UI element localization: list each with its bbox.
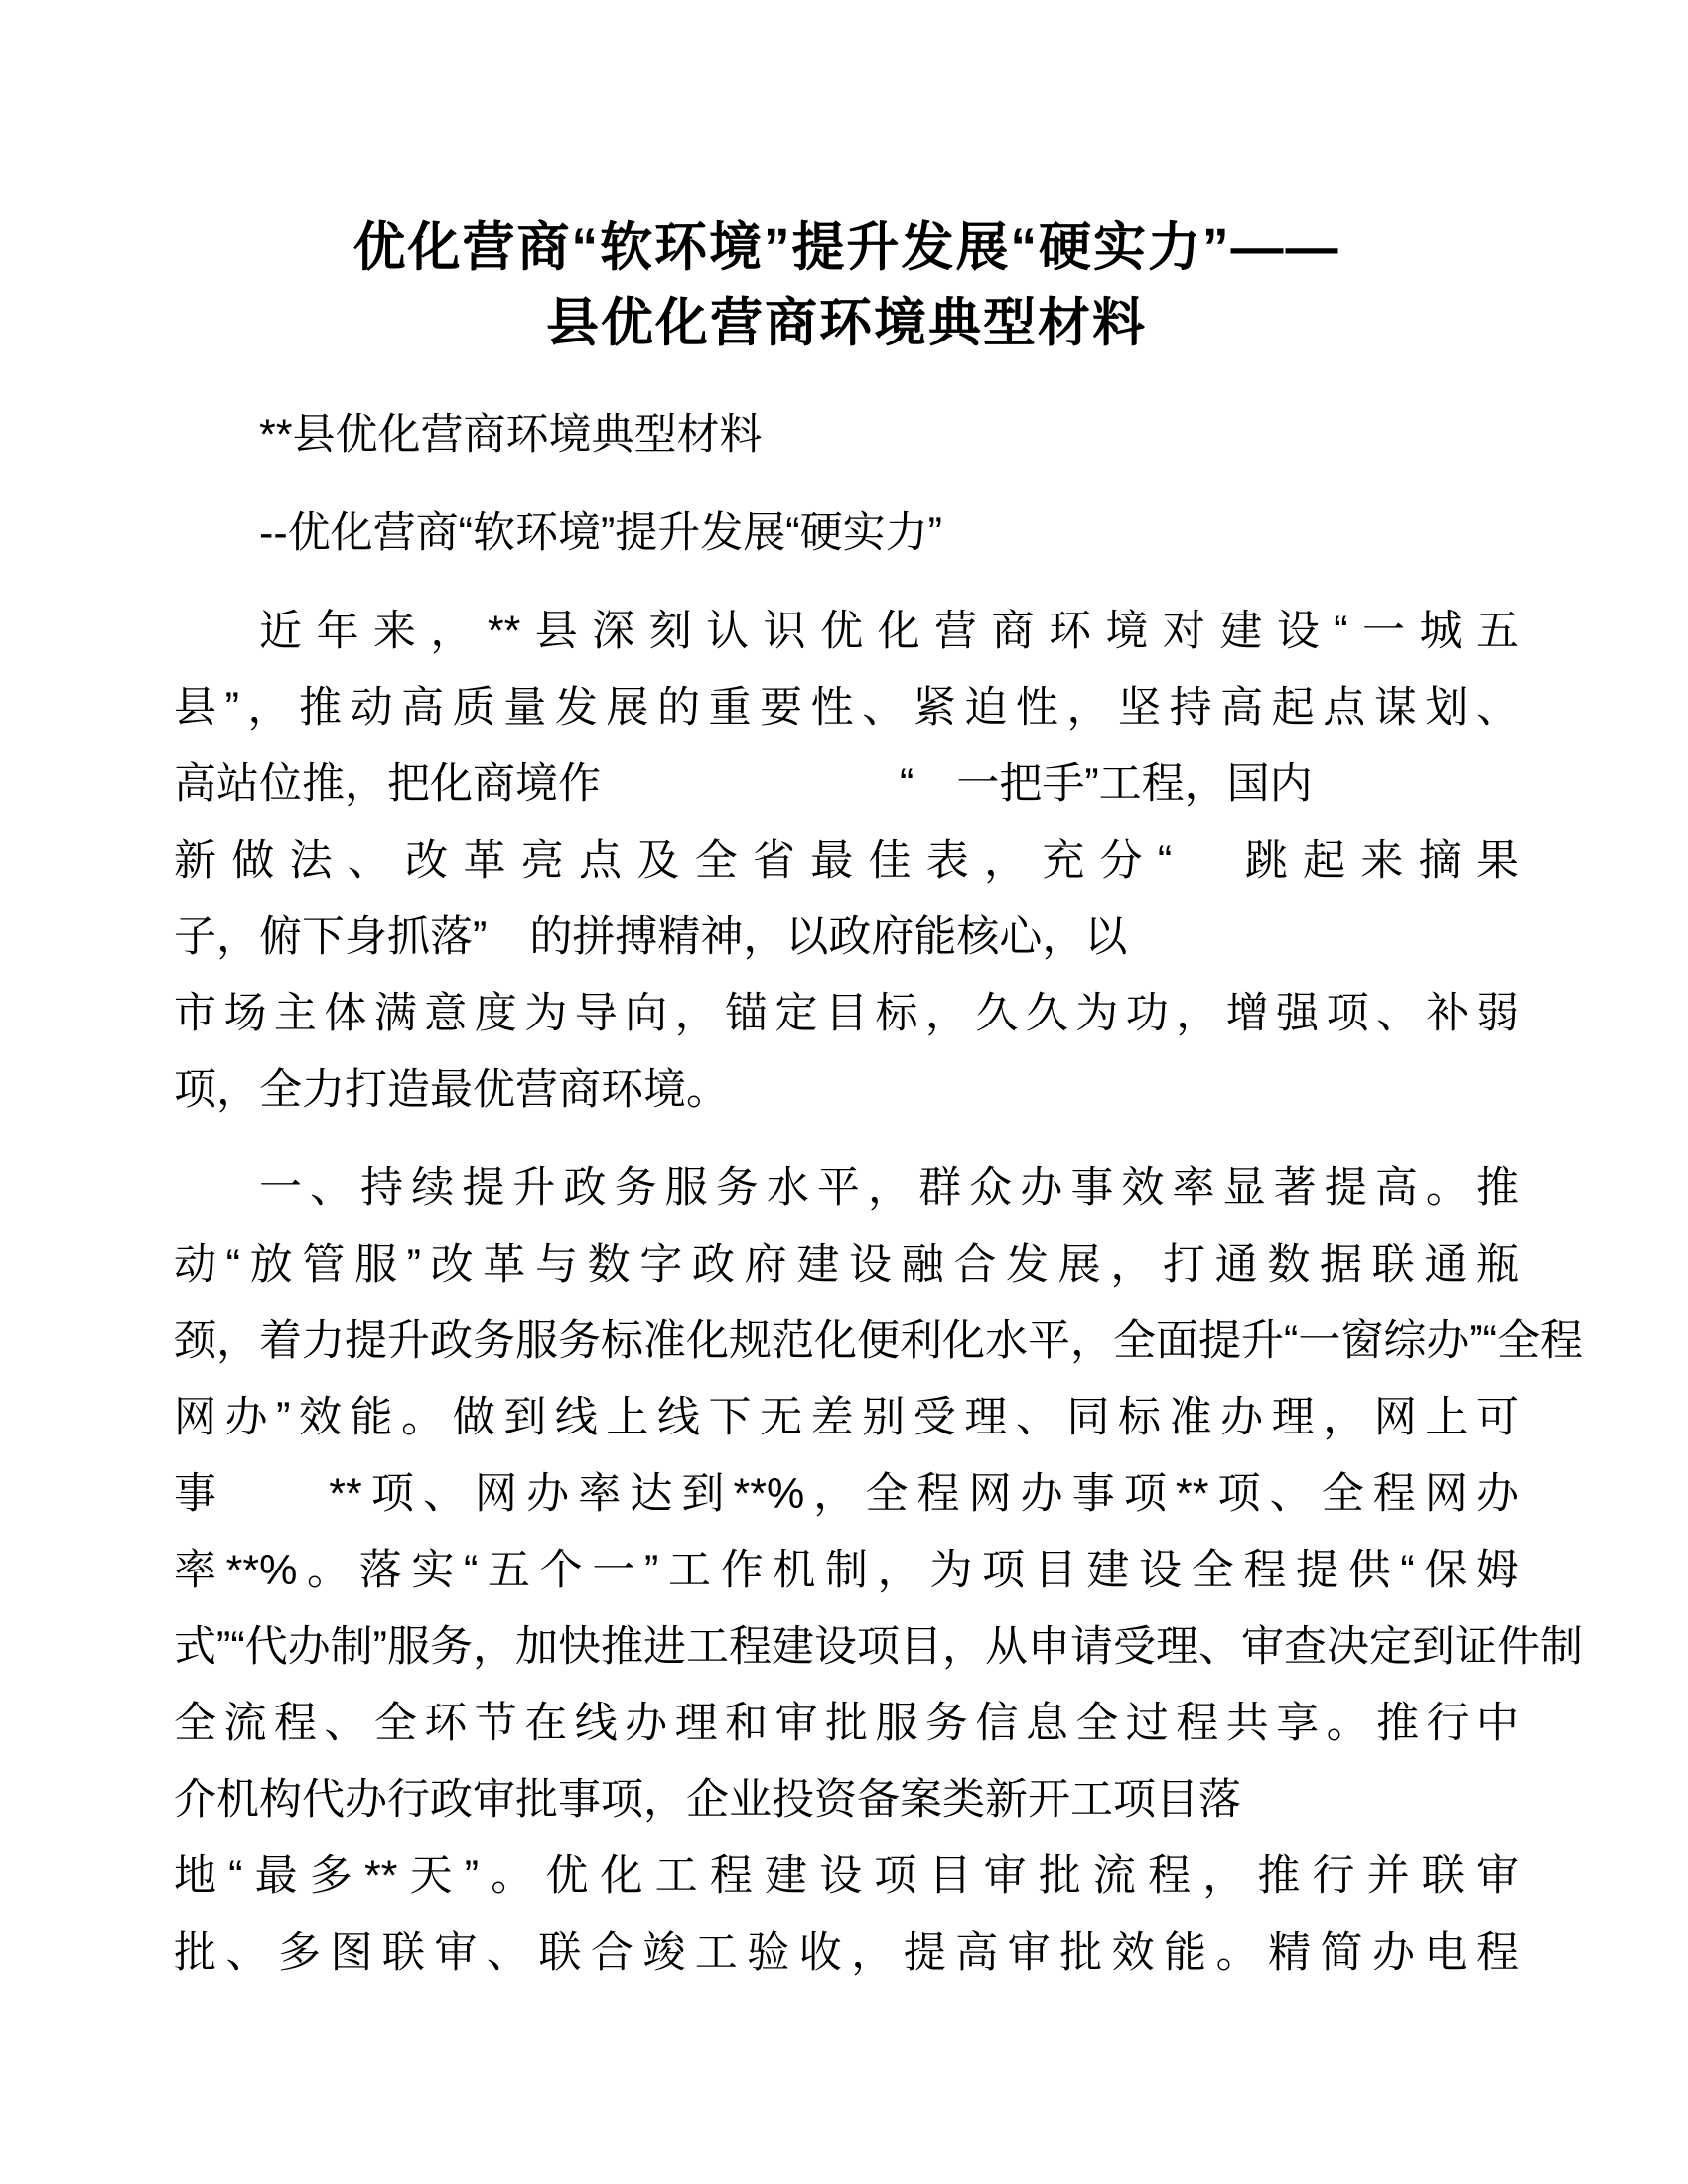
body-text-line: 颈，着力提升政务服务标准化规范化便利化水平，全面提升“一窗综办”“全程 bbox=[174, 1317, 1583, 1365]
body-text-line: 率**%。落实“五个一”工作机制，为项目建设全程提供“保姆 bbox=[174, 1547, 1519, 1594]
body-text-line: 网办”效能。做到线上线下无差别受理、同标准办理，网上可 bbox=[174, 1394, 1519, 1441]
body-text-line: 一、持续提升政务服务水平，群众办事效率显著提高。推 bbox=[259, 1164, 1519, 1212]
document-title bbox=[174, 210, 1519, 361]
body-text-line: 县”，推动高质量发展的重要性、紧迫性，坚持高起点谋划、 bbox=[174, 684, 1519, 732]
body-text-line: 子，俯下身抓落” 的拼搏精神，以政府能核心，以 bbox=[174, 913, 1128, 961]
body-text-line: 近年来，**县深刻认识优化营商环境对建设“一城五 bbox=[259, 608, 1519, 655]
document-title-line: 优化营商“软环境”提升发展“硬实力”—— bbox=[352, 218, 1340, 277]
document-content bbox=[174, 210, 1583, 1991]
document-title-line: 县优化营商环境典型材料 bbox=[546, 294, 1147, 352]
body-text-line: 高站位推，把化商境作 “ 一把手”工程，国内 bbox=[174, 760, 1313, 808]
body-text-line: 项，全力打造最优营商环境。 bbox=[174, 1066, 729, 1114]
document-body bbox=[174, 397, 1583, 1991]
body-text-line: 地“最多**天”。优化工程建设项目审批流程，推行并联审 bbox=[174, 1852, 1519, 1900]
body-text-line: 新做法、改革亮点及全省最佳表，充分“ 跳起来摘果 bbox=[174, 837, 1519, 885]
body-text-line: 事 **项、网办率达到**%，全程网办事项**项、全程网办 bbox=[174, 1470, 1519, 1518]
body-text-line: --优化营商“软环境”提升发展“硬实力” bbox=[259, 509, 942, 557]
body-text-line: 动“放管服”改革与数字政府建设融合发展，打通数据联通瓶 bbox=[174, 1241, 1519, 1289]
body-text-line: 全流程、全环节在线办理和审批服务信息全过程共享。推行中 bbox=[174, 1700, 1519, 1747]
body-text-line: 批、多图联审、联合竣工验收，提高审批效能。精简办电程 bbox=[174, 1929, 1519, 1977]
body-text-line: 式”“代办制”服务，加快推进工程建设项目，从申请受理、审查决定到证件制 bbox=[174, 1623, 1583, 1671]
body-text-line: 市场主体满意度为导向，锚定目标，久久为功，增强项、补弱 bbox=[174, 990, 1519, 1037]
body-text-line: 介机构代办行政审批事项，企业投资备案类新开工项目落 bbox=[174, 1776, 1241, 1824]
body-text-line: **县优化营商环境典型材料 bbox=[259, 411, 763, 459]
